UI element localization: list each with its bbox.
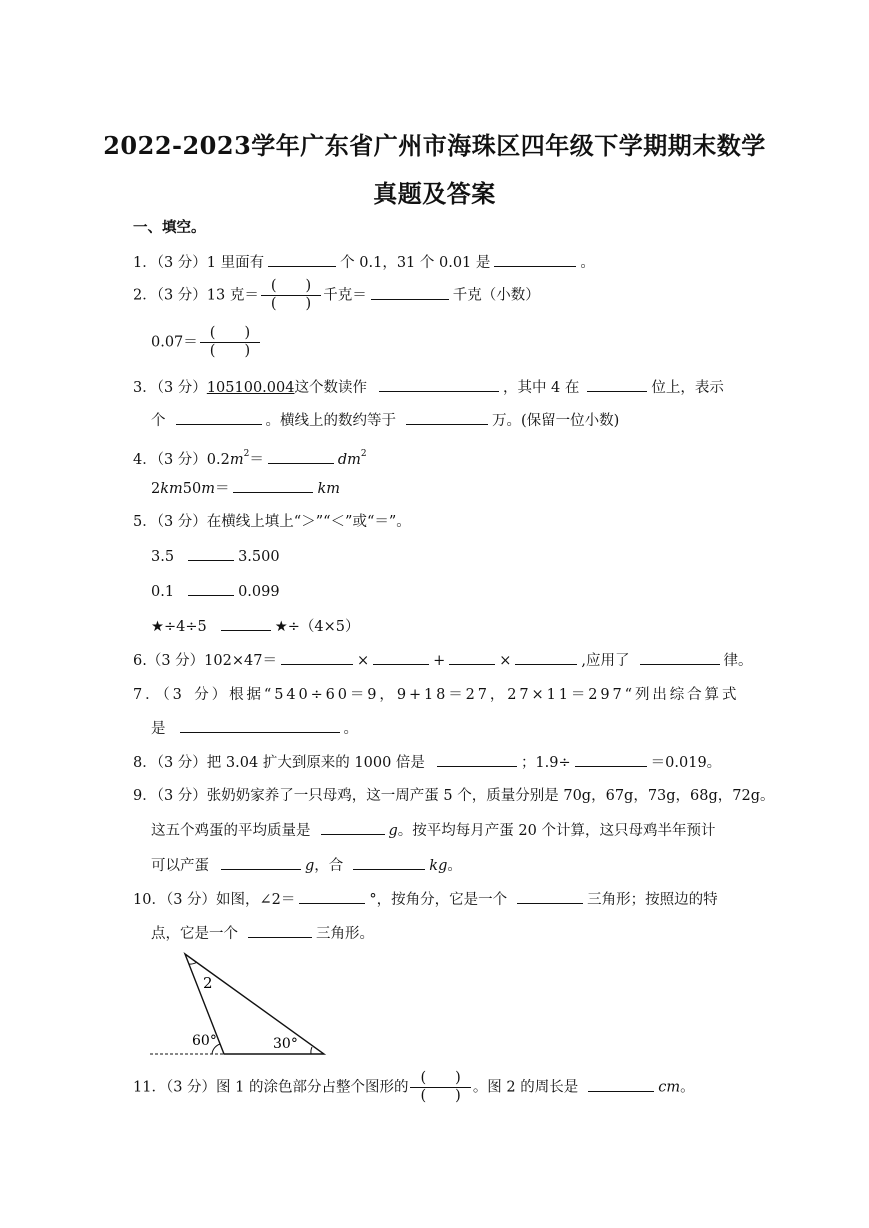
q10-blank-2[interactable]: [517, 889, 583, 904]
q9-unit-g2: g: [305, 858, 315, 874]
q9-unit-kg: kg: [429, 858, 448, 874]
q2-text-b: 千克＝: [323, 287, 367, 304]
q5-r1a: 3.5: [151, 549, 175, 565]
q3-number: 105100.004: [206, 380, 295, 396]
document-title-line1: 2022-2023学年广东省广州市海珠区四年级下学期期末数学: [103, 131, 766, 160]
q9-unit-g1: g: [388, 823, 398, 839]
q4-blank-1[interactable]: [268, 449, 334, 464]
q9-blank-1[interactable]: [321, 820, 385, 835]
q4-unit-dm: dm: [337, 452, 361, 468]
q4-text-b1: 2: [151, 481, 161, 497]
q9-text-d: 可以产蛋: [151, 858, 209, 874]
q9-text-b: 这五个鸡蛋的平均质量是: [151, 823, 311, 839]
question-9: 9．（3 分）张奶奶家养了一只母鸡，这一周产蛋 5 个，质量分别是 70g，67g，73g，68g，72g。: [133, 788, 775, 804]
q3-blank-1[interactable]: [379, 377, 499, 392]
q2-text-d: 0.07＝: [151, 334, 198, 351]
q3-blank-3[interactable]: [176, 410, 262, 425]
q3-text-b: 这个数读作: [294, 380, 367, 396]
q8-text-b: ；1.9÷: [520, 755, 571, 771]
question-11: [133, 1070, 695, 1110]
q4-unit-km2: km: [317, 481, 341, 497]
question-8: [133, 752, 721, 773]
q5-r2b: 0.099: [238, 584, 280, 600]
q6-blank-1[interactable]: [281, 650, 353, 665]
q6-blank-4[interactable]: [515, 650, 577, 665]
q3-text-c: ，其中 4 在: [502, 380, 580, 396]
q5-r2a: 0.1: [151, 584, 175, 600]
question-5-row-2: [151, 581, 280, 602]
q1-text-a: 1．（3 分）1 里面有: [133, 255, 265, 271]
q3-text-d: 位上，表示: [651, 380, 724, 396]
q10-text-d: 点，它是一个: [151, 926, 238, 942]
q3-text-g: 万。(保留一位小数): [492, 413, 620, 429]
q2-blank-1[interactable]: [371, 285, 449, 300]
q4-unit-m: m: [229, 452, 244, 468]
q2-frac1-denominator[interactable]: ( ): [270, 296, 312, 312]
question-6: [133, 650, 753, 671]
q9-text-c: 。按平均每月产蛋 20 个计算，这只母鸡半年预计: [397, 823, 716, 839]
q6-text-a: 6.（3 分）102×47＝: [133, 653, 277, 669]
question-5-row-3: [151, 616, 360, 637]
q11-unit-cm: cm: [658, 1079, 681, 1096]
q3-blank-2[interactable]: [587, 377, 647, 392]
question-2: [133, 278, 540, 318]
question-9-part-3: [151, 855, 462, 876]
q2-text-c: 千克（小数）: [452, 287, 540, 304]
q11-text-c: 。: [680, 1079, 695, 1096]
question-9-part-2: [151, 820, 715, 841]
question-5: 5．（3 分）在横线上填上“＞”“＜”或“＝”。: [133, 514, 411, 530]
question-2-part-2: [151, 325, 262, 365]
question-7-part-2: [151, 718, 358, 739]
angle-2-label: 2: [203, 974, 213, 992]
q10-text-e: 三角形。: [316, 926, 374, 942]
q3-blank-4[interactable]: [406, 410, 488, 425]
q11-text-a: 11．（3 分）图 1 的涂色部分占整个图形的: [133, 1079, 409, 1096]
q3-text-e: 个: [151, 413, 166, 429]
q7-text-c: 。: [343, 721, 358, 737]
q1-blank-2[interactable]: [494, 252, 576, 267]
q8-blank-1[interactable]: [437, 752, 517, 767]
q6-x2: ×: [499, 653, 512, 669]
q4-text-a: 4．（3 分）0.2: [133, 452, 230, 468]
q5-r3b: ★÷（4×5）: [274, 619, 360, 635]
question-10: [133, 889, 718, 910]
section-heading: 一、填空。: [133, 219, 206, 236]
q6-text-b: ,应用了: [581, 653, 630, 669]
q11-blank-1[interactable]: [588, 1077, 654, 1092]
q4-blank-2[interactable]: [233, 478, 313, 493]
q8-text-c: ＝0.019。: [650, 755, 722, 771]
q11-frac-denominator[interactable]: ( ): [420, 1088, 461, 1104]
question-3-part-2: [151, 410, 619, 431]
q10-text-b: °，按角分，它是一个: [369, 892, 508, 908]
q7-blank-1[interactable]: [180, 718, 340, 733]
question-5-row-1: [151, 546, 280, 567]
q8-blank-2[interactable]: [575, 752, 647, 767]
q5-r1b: 3.500: [238, 549, 280, 565]
q2-frac2-denominator[interactable]: ( ): [209, 343, 251, 359]
q4-eq: ＝: [249, 452, 264, 468]
angle-30-label: 30°: [273, 1036, 298, 1052]
q3-text-a: 3．（3 分）: [133, 380, 207, 396]
q10-blank-1[interactable]: [299, 889, 365, 904]
q1-text-c: 。: [580, 255, 595, 271]
q5-blank-2[interactable]: [188, 581, 234, 596]
q9-blank-2[interactable]: [221, 855, 301, 870]
question-7: 7．（3 分）根据“540÷60＝9，9+18＝27，27×11＝297“列出综合算式: [133, 687, 740, 703]
q6-text-c: 律。: [723, 653, 753, 669]
angle-60-label: 60°: [192, 1033, 217, 1049]
angle-30-arc: [311, 1047, 312, 1054]
q4-text-b2: 50: [182, 481, 202, 497]
q6-blank-2[interactable]: [373, 650, 429, 665]
q9-text-e: ，合: [314, 858, 344, 874]
q2-fraction-2: [200, 325, 260, 360]
q4-sup-2: 2: [360, 449, 367, 459]
document-title-line2: 真题及答案: [373, 179, 496, 208]
q7-text-b: 是: [151, 721, 166, 737]
q5-blank-1[interactable]: [188, 546, 234, 561]
q11-fraction: [410, 1070, 470, 1105]
q4-sup-1: 2: [243, 449, 250, 459]
q4-unit-m2: m: [201, 481, 215, 497]
q3-text-f: 。横线上的数约等于: [265, 413, 396, 429]
question-4: [133, 444, 367, 470]
angle-2-arc: [189, 962, 197, 964]
q2-frac2-numerator[interactable]: ( ): [200, 325, 260, 343]
q2-fraction-1: [261, 278, 321, 313]
q9-text-f: 。: [447, 858, 462, 874]
q2-text-a: 2．（3 分）13 克＝: [133, 287, 259, 304]
question-1: [133, 252, 595, 273]
q5-blank-3[interactable]: [221, 616, 271, 631]
question-3: [133, 377, 724, 398]
q11-text-b: 。图 2 的周长是: [472, 1079, 579, 1096]
question-4-part-2: [151, 478, 340, 499]
q9-blank-3[interactable]: [353, 855, 425, 870]
q4-text-b3: ＝: [214, 481, 230, 497]
q10-text-c: 三角形；按照边的特: [587, 892, 718, 908]
q1-blank-1[interactable]: [268, 252, 336, 267]
q6-blank-5[interactable]: [640, 650, 720, 665]
q10-blank-3[interactable]: [248, 923, 312, 938]
triangle-figure: [148, 948, 328, 1060]
q2-frac1-numerator[interactable]: ( ): [261, 278, 321, 296]
q6-plus: +: [433, 653, 446, 669]
q10-text-a: 10．（3 分）如图，∠2＝: [133, 892, 296, 908]
q6-blank-3[interactable]: [449, 650, 495, 665]
q1-text-b: 个 0.1，31 个 0.01 是: [340, 255, 491, 271]
q11-frac-numerator[interactable]: ( ): [410, 1070, 470, 1088]
q8-text-a: 8．（3 分）把 3.04 扩大到原来的 1000 倍是: [133, 755, 425, 771]
question-10-part-2: [151, 923, 374, 944]
q4-unit-km: km: [160, 481, 183, 497]
q5-r3a: ★÷4÷5: [151, 619, 207, 635]
q6-x1: ×: [356, 653, 370, 669]
